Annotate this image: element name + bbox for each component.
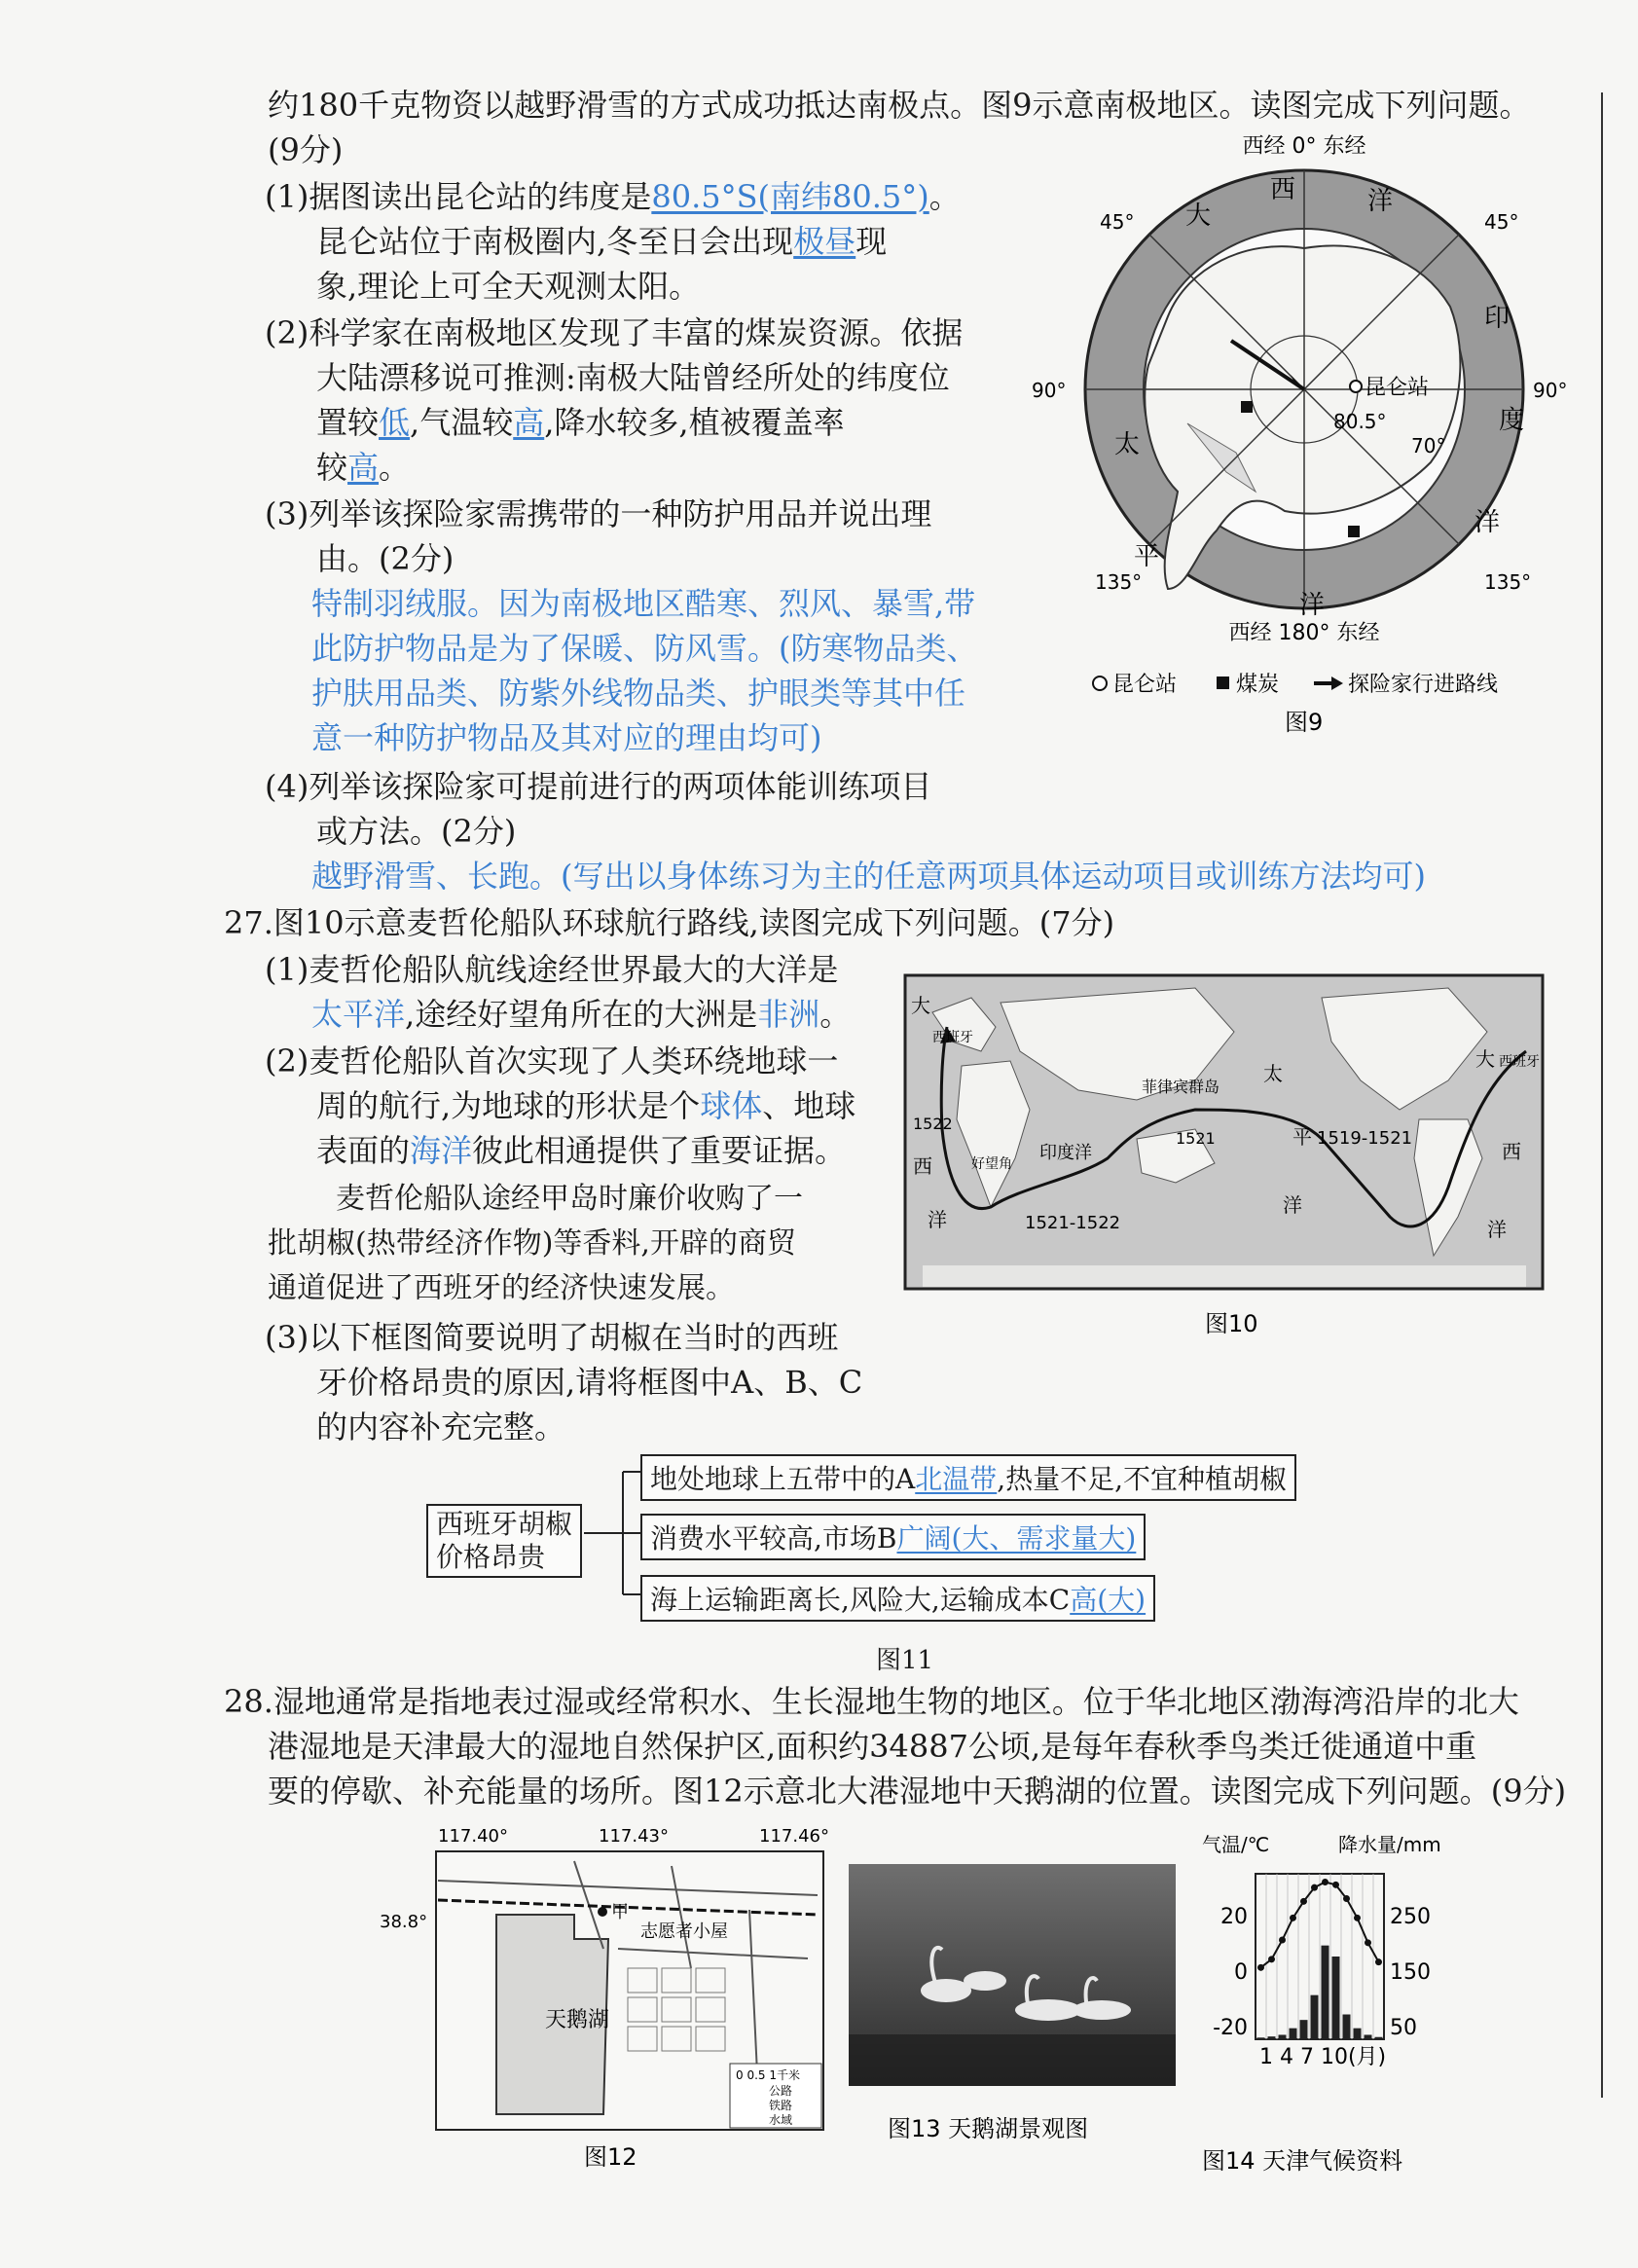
q26-part1-line2: 昆仑站位于南极圈内,冬至日会出现极昼现 bbox=[316, 223, 888, 260]
reeds bbox=[849, 2034, 1176, 2086]
coal-marker-2 bbox=[1348, 526, 1360, 537]
fig11-box-c: 海上运输距离长,风险大,运输成本C高(大) bbox=[640, 1575, 1155, 1622]
temp-point-6 bbox=[1311, 1884, 1318, 1891]
fig11-connector bbox=[584, 1450, 642, 1616]
map-label-3: 1522 bbox=[913, 1115, 953, 1133]
q26-part2-line3: 置较低,气温较高,降水较多,植被覆盖率 bbox=[316, 404, 845, 441]
map-label-7: 印度洋 bbox=[1039, 1143, 1092, 1163]
ocean-char-6: 洋 bbox=[1474, 508, 1501, 537]
lon-2: 117.43° bbox=[599, 1826, 669, 1847]
left-tick-0: 0 bbox=[1234, 1960, 1248, 1985]
legend-kunlun: 昆仑站 bbox=[1112, 673, 1178, 697]
temp-point-10 bbox=[1354, 1915, 1361, 1921]
antarctica-strip bbox=[923, 1265, 1526, 1287]
fig14-caption: 图14 天津气候资料 bbox=[1202, 2147, 1403, 2173]
q26-part4-answer: 越野滑雪、长跑。(写出以身体练习为主的任意两项具体运动项目或训练方法均可) bbox=[311, 858, 1426, 895]
label-135-right: 135° bbox=[1484, 570, 1532, 594]
kunlun-station-marker bbox=[1350, 381, 1362, 392]
map-label-10: 1521 bbox=[1176, 1129, 1216, 1148]
temp-point-8 bbox=[1332, 1882, 1339, 1888]
lon-3: 117.46° bbox=[759, 1826, 829, 1847]
map-label-18: 洋 bbox=[1487, 1218, 1507, 1241]
q26-part2-line2: 大陆漂移说可推测:南极大陆曾经所处的纬度位 bbox=[316, 359, 950, 396]
q27-material-3: 通道促进了西班牙的经济快速发展。 bbox=[268, 1271, 735, 1305]
q28-line1: 28.湿地通常是指地表过湿或经常积水、生长湿地生物的地区。位于华北地区渤海湾沿岸的北大 bbox=[224, 1683, 1519, 1720]
precip-axis-label: 降水量/mm bbox=[1338, 1833, 1441, 1856]
answer-low: 低 bbox=[379, 404, 411, 441]
column-rule bbox=[1601, 92, 1603, 2098]
q26-part3-line1: (3)列举该探险家需携带的一种防护用品并说出理 bbox=[265, 495, 932, 532]
volunteer-label: 志愿者小屋 bbox=[640, 1921, 728, 1942]
fig9-bottom-label: 西经 180° 东经 bbox=[1228, 621, 1380, 645]
label-135-left: 135° bbox=[1095, 570, 1143, 594]
right-tick-250: 250 bbox=[1390, 1905, 1431, 1929]
answer-africa: 非洲 bbox=[757, 996, 820, 1033]
q26-score: (9分) bbox=[268, 131, 344, 168]
map-label-15: 大 bbox=[1475, 1047, 1495, 1071]
ocean-char-2: 西 bbox=[1270, 175, 1296, 204]
q26-part1-line3: 象,理论上可全天观测太阳。 bbox=[316, 268, 701, 305]
answer-sphere: 球体 bbox=[700, 1087, 763, 1124]
q28-line2: 港湿地是天津最大的湿地自然保护区,面积约34887公顷,是每年春秋季鸟类迁徙通道中重 bbox=[268, 1728, 1477, 1765]
map-label-16: 西班牙 bbox=[1499, 1054, 1540, 1070]
lat-70-label: 70° bbox=[1411, 434, 1446, 457]
fig10-caption: 图10 bbox=[1205, 1310, 1258, 1337]
temp-point-3 bbox=[1279, 1937, 1286, 1944]
map-label-12: 平 bbox=[1292, 1125, 1312, 1149]
answer-latitude: 80.5°S(南纬80.5°) bbox=[651, 178, 929, 215]
q26-part3-answer-2: 此防护物品是为了保暖、防风雪。(防寒物品类、 bbox=[311, 630, 978, 667]
ocean-char-7: 太 bbox=[1114, 430, 1141, 459]
label-90-left: 90° bbox=[1032, 379, 1067, 402]
precip-bar-12 bbox=[1375, 2037, 1383, 2039]
q26-part3-answer-3: 护肤用品类、防紫外线物品类、护眼类等其中任 bbox=[311, 675, 966, 712]
figure-12-wetland-map bbox=[380, 1822, 837, 2173]
q27-part3-line1: (3)以下框图简要说明了胡椒在当时的西班 bbox=[265, 1319, 839, 1356]
figure-13-swan-lake-photo bbox=[849, 1864, 1180, 2173]
q26-part4-line1: (4)列举该探险家可提前进行的两项体能训练项目 bbox=[265, 768, 932, 805]
lat-label: 38.8° bbox=[380, 1912, 428, 1932]
fig13-caption: 图13 天鹅湖景观图 bbox=[888, 2115, 1089, 2142]
map-label-2: 西班牙 bbox=[932, 1030, 973, 1045]
fig11-root-box: 西班牙胡椒 价格昂贵 bbox=[426, 1504, 582, 1578]
q27-part3-line2: 牙价格昂贵的原因,请将框图中A、B、C bbox=[316, 1364, 863, 1401]
temp-point-2 bbox=[1268, 1956, 1275, 1962]
answer-a: 北温带 bbox=[915, 1463, 998, 1495]
fig11-box-b: 消费水平较高,市场B广阔(大、需求量大) bbox=[640, 1514, 1146, 1560]
map-label-1: 大 bbox=[911, 994, 930, 1017]
temp-point-1 bbox=[1257, 1964, 1264, 1971]
q27-part1-line1: (1)麦哲伦船队航线途经世界最大的大洋是 bbox=[265, 951, 839, 988]
fig9-top-label: 西经 0° 东经 bbox=[1242, 134, 1366, 159]
left-tick-neg20: -20 bbox=[1213, 2016, 1248, 2040]
legend-route: 探险家行进路线 bbox=[1348, 673, 1499, 697]
lake-label: 天鹅湖 bbox=[545, 2008, 610, 2032]
precip-bar-4 bbox=[1290, 2029, 1297, 2039]
precip-bar-9 bbox=[1343, 2015, 1351, 2040]
label-45-left: 45° bbox=[1100, 210, 1135, 234]
precip-bar-1 bbox=[1257, 2037, 1265, 2039]
precip-bar-11 bbox=[1365, 2034, 1372, 2039]
q27-material-1: 麦哲伦船队途经甲岛时廉价收购了一 bbox=[336, 1182, 803, 1216]
map-label-14: 洋 bbox=[1283, 1193, 1302, 1217]
precip-bar-3 bbox=[1279, 2034, 1287, 2039]
answer-c: 高(大) bbox=[1070, 1584, 1147, 1616]
temp-point-12 bbox=[1375, 1958, 1382, 1965]
ocean-char-9: 洋 bbox=[1299, 591, 1326, 620]
answer-high-cover: 高 bbox=[347, 449, 380, 486]
temp-point-11 bbox=[1365, 1939, 1371, 1946]
precip-bar-5 bbox=[1300, 2020, 1308, 2039]
q26-part4-line2: 或方法。(2分) bbox=[316, 813, 517, 850]
figure-9-antarctica-map bbox=[1022, 131, 1586, 754]
q26-part2-line1: (2)科学家在南极地区发现了丰富的煤炭资源。依据 bbox=[265, 314, 964, 351]
q27-stem: 27.图10示意麦哲伦船队环球航行路线,读图完成下列问题。(7分) bbox=[224, 904, 1115, 941]
coal-marker-1 bbox=[1241, 401, 1253, 413]
map-label-4: 西 bbox=[913, 1154, 932, 1178]
legend-road: 公路 bbox=[769, 2084, 793, 2098]
map-label-5: 好望角 bbox=[971, 1156, 1012, 1172]
answer-high-temp: 高 bbox=[513, 404, 545, 441]
temp-point-4 bbox=[1290, 1915, 1296, 1921]
q27-part2-line2: 周的航行,为地球的形状是个球体、地球 bbox=[316, 1087, 856, 1124]
legend-water: 水域 bbox=[769, 2113, 793, 2127]
map-label-13: 1519-1521 bbox=[1317, 1128, 1413, 1149]
answer-b: 广阔(大、需求量大) bbox=[896, 1522, 1137, 1555]
q26-part3-answer-4: 意一种防护物品及其对应的理由均可) bbox=[311, 719, 822, 756]
ocean-char-8: 平 bbox=[1134, 542, 1160, 571]
answer-pacific: 太平洋 bbox=[311, 996, 406, 1033]
q26-part1-line1: (1)据图读出昆仑站的纬度是80.5°S(南纬80.5°)。 bbox=[265, 178, 961, 215]
map-label-8: 1521-1522 bbox=[1025, 1213, 1121, 1233]
map-label-6: 洋 bbox=[928, 1208, 947, 1231]
grid bbox=[1266, 1874, 1373, 2039]
month-labels: 1 4 7 10(月) bbox=[1259, 2045, 1387, 2069]
point-jia bbox=[598, 1907, 607, 1917]
q27-part2-line3: 表面的海洋彼此相通提供了重要证据。 bbox=[316, 1132, 847, 1169]
q26-intro: 约180千克物资以越野滑雪的方式成功抵达南极点。图9示意南极地区。读图完成下列问题。 bbox=[268, 87, 1531, 124]
precip-bar-2 bbox=[1268, 2036, 1276, 2039]
left-tick-20: 20 bbox=[1220, 1905, 1248, 1929]
q26-part3-line2: 由。(2分) bbox=[316, 540, 455, 577]
fig11-box-a: 地处地球上五带中的A北温带,热量不足,不宜种植胡椒 bbox=[640, 1454, 1296, 1501]
answer-ocean: 海洋 bbox=[410, 1132, 473, 1169]
precip-bar-8 bbox=[1332, 1957, 1340, 2039]
fig12-caption: 图12 bbox=[584, 2143, 637, 2171]
temp-point-9 bbox=[1343, 1895, 1350, 1902]
scale-label: 0 0.5 1千米 bbox=[736, 2068, 800, 2082]
q26-part2-line4: 较高。 bbox=[316, 449, 411, 486]
lon-1: 117.40° bbox=[438, 1826, 508, 1847]
jia-label: 甲 bbox=[611, 1902, 629, 1922]
label-45-right: 45° bbox=[1484, 210, 1519, 234]
map-label-9: 菲律宾群岛 bbox=[1142, 1078, 1220, 1096]
figure-10-world-map bbox=[903, 973, 1546, 1353]
q26-part3-answer-1: 特制羽绒服。因为南极地区酷寒、烈风、暴雪,带 bbox=[311, 585, 976, 622]
legend-coal: 煤炭 bbox=[1236, 673, 1280, 697]
precip-bar-10 bbox=[1354, 2029, 1362, 2039]
legend-rail: 铁路 bbox=[769, 2099, 793, 2112]
answer-polar-day: 极昼 bbox=[793, 223, 856, 260]
ocean-char-1: 大 bbox=[1185, 201, 1212, 231]
q27-material-2: 批胡椒(热带经济作物)等香料,开辟的商贸 bbox=[268, 1226, 796, 1261]
right-tick-50: 50 bbox=[1390, 2016, 1417, 2040]
precip-bar-7 bbox=[1322, 1946, 1329, 2039]
q27-part3-line3: 的内容补充完整。 bbox=[316, 1408, 566, 1445]
right-tick-150: 150 bbox=[1390, 1960, 1431, 1985]
fig9-caption: 图9 bbox=[1285, 709, 1324, 736]
ocean-char-3: 洋 bbox=[1367, 187, 1394, 216]
precip-bar-6 bbox=[1311, 1995, 1319, 2039]
label-90-right: 90° bbox=[1533, 379, 1568, 402]
temp-axis-label: 气温/℃ bbox=[1202, 1833, 1270, 1856]
kunlun-label: 昆仑站 bbox=[1365, 376, 1430, 400]
q28-line3: 要的停歇、补充能量的场所。图12示意北大港湿地中天鹅湖的位置。读图完成下列问题。(9分) bbox=[268, 1773, 1567, 1810]
figure-14-climate-chart bbox=[1197, 1830, 1489, 2173]
legend-kunlun-icon bbox=[1093, 677, 1107, 690]
legend-coal-icon bbox=[1217, 677, 1229, 689]
q27-part1-line2: 太平洋,途经好望角所在的大洲是非洲。 bbox=[311, 996, 852, 1033]
ocean-char-5: 度 bbox=[1499, 406, 1525, 435]
fig11-caption: 图11 bbox=[876, 1646, 934, 1675]
map-label-11: 太 bbox=[1263, 1062, 1283, 1085]
lat-805-label: 80.5° bbox=[1333, 410, 1387, 433]
temp-point-5 bbox=[1300, 1898, 1307, 1905]
ocean-char-4: 印 bbox=[1484, 304, 1511, 333]
q27-part2-line1: (2)麦哲伦船队首次实现了人类环绕地球一 bbox=[265, 1043, 839, 1079]
map-label-17: 西 bbox=[1502, 1140, 1521, 1163]
temp-point-7 bbox=[1322, 1879, 1329, 1885]
